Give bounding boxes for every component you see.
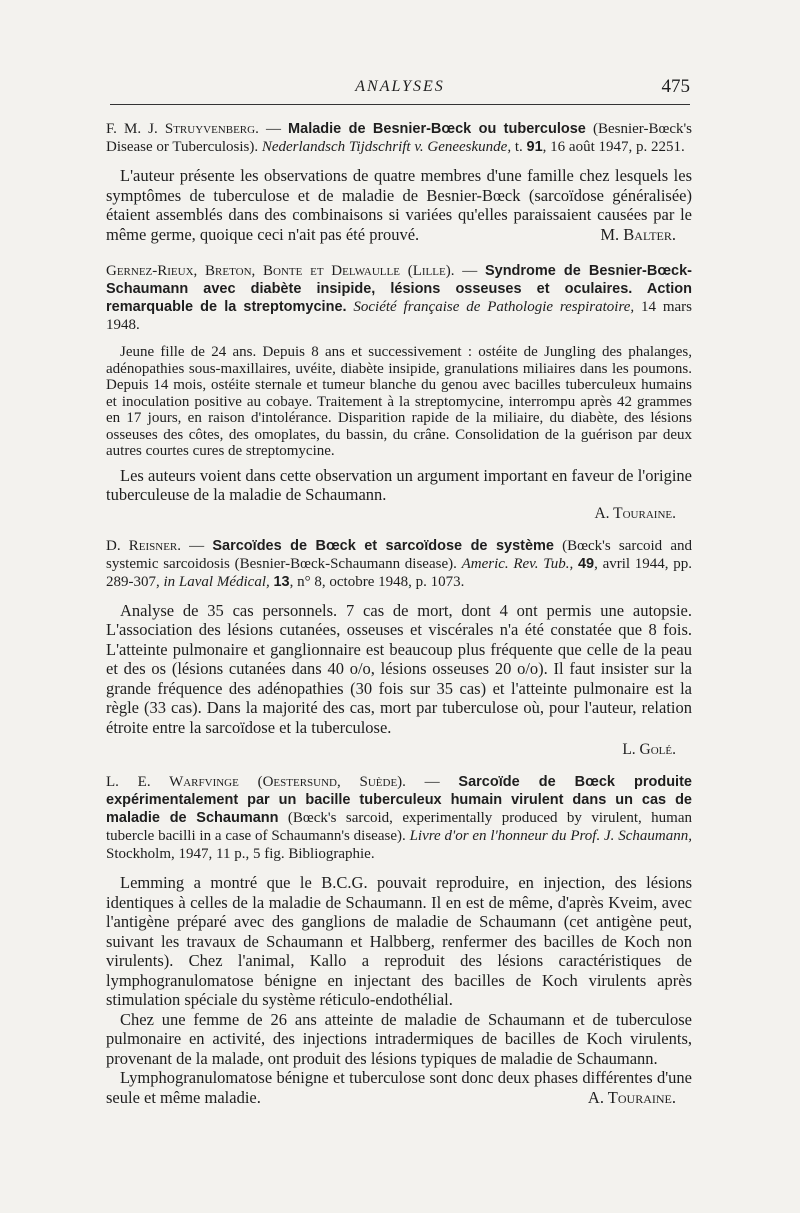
article-signature: A. Touraine. [587, 1087, 676, 1107]
article-journal-secondary: in Laval Médical, [163, 573, 270, 590]
page-number: 475 [661, 76, 690, 97]
article-title: Syndrome de Besnier-Bœck-Schaumann avec diabète insipide, lésions osseuses et oculaires. Action remarquable de la streptomycine. [106, 263, 693, 315]
article-authors: L. E. Warfvinge (Oestersund, Suède). [106, 774, 406, 790]
article-reference: D. Reisner. — Sarcoïdes de Bœck et sarcoïdose de système (Bœck's sarcoid and systemic sarcoidosis (Besnier-Bœck-Schaumann disease). Americ. Rev. Tub., 49, avril 1944, pp. 289-307, in Laval Médical, 13, n° 8, octobre 1948, p. 1073. [106, 537, 692, 590]
article-title: Maladie de Besnier-Bœck ou tuberculose [288, 121, 586, 137]
article-volume: 49 [577, 555, 595, 572]
article-paragraph: L'auteur présente les observations de quatre membres d'une famille chez lesquels les symptômes de tuberculose et de maladie de Besnier-Bœck (sarcoïdose généralisée) étaient assemblés dans des combinaisons si variées qu'elles paraissaient causées par le même germe, quoique ceci n'ait pas été prouvé. M. Balter. [106, 166, 692, 244]
article-reference: F. M. J. Struyvenberg. — Maladie de Besnier-Bœck ou tuberculose (Besnier-Bœck's Disease or Tuberculosis). Nederlandsch Tijdschrift v. Geneeskunde, t. 91, 16 août 1947, p. 2251. [106, 121, 693, 155]
article-authors: F. M. J. Struyvenberg. [106, 121, 259, 137]
article-paragraph: Chez une femme de 26 ans atteinte de maladie de Schaumann et de tuberculose pulmonaire en activité, des injections intradermiques de bacilles de Koch virulents, provenant de la malade, ont produit des lésions typiques de maladie de Schaumann. [106, 1009, 692, 1068]
article-journal: Nederlandsch Tijdschrift v. Geneeskunde, [261, 139, 512, 155]
article-authors: D. Reisner. [106, 537, 182, 554]
article-reference: Gernez-Rieux, Breton, Bonte et Delwaulle (Lille). — Syndrome de Besnier-Bœck-Schaumann avec diabète insipide, lésions osseuses et oculaires. Action remarquable de la streptomycine. Société française de Pathologie respiratoire, 14 mars 1948. [106, 263, 693, 333]
article-authors: Gernez-Rieux, Breton, Bonte et Delwaulle (Lille). [106, 263, 455, 279]
article-journal: Americ. Rev. Tub., [461, 555, 574, 572]
article-paragraph: Les auteurs voient dans cette observation un argument important en faveur de l'origine tuberculeuse de la maladie de Schaumann. [106, 465, 692, 504]
article-paragraph: Lymphogranulomatose bénigne et tuberculose sont donc deux phases différentes d'une seule et même maladie. A. Touraine. [106, 1068, 692, 1107]
article-signature: M. Balter. [600, 224, 676, 244]
article-summary: Jeune fille de 24 ans. Depuis 8 ans et successivement : ostéite de Jungling des phalanges, adénopathies sous-maxillaires, uvéite, diabète insipide, granulations miliaires dans les poumons. Depuis 14 mois, ostéite sternale et tumeur blanche du genou avec bacilles tuberculeux humains et inoculation positive au cobaye. Traitement à la streptomycine, interrompu après 42 grammes en 17 jours, en raison d'intolérance. Disparition rapide de la miliaire, du diabète, des lésions osseuses des côtes, des omoplates, du bassin, du crâne. Consolidation de la guérison par deux autres courtes cures de streptomycine. [106, 344, 692, 459]
running-head [110, 74, 690, 105]
article-journal: Livre d'or en l'honneur du Prof. J. Schaumann, [409, 828, 692, 844]
article-signature: L. Golé. [622, 741, 676, 758]
article-volume-secondary: 13 [273, 573, 290, 590]
article-title: Sarcoïde de Bœck produite expérimentalement par un bacille tuberculeux humain virulent dans un cas de maladie de Schaumann [106, 774, 692, 826]
article-reference: L. E. Warfvinge (Oestersund, Suède). — Sarcoïde de Bœck produite expérimentalement par un bacille tuberculeux humain virulent dans un cas de maladie de Schaumann (Bœck's sarcoid, experimentally produced by virulent, human tubercle bacilli in a case of Schaumann's disease). Livre d'or en l'honneur du Prof. J. Schaumann, Stockholm, 1947, 11 p., 5 fig. Bibliographie. [106, 774, 692, 862]
article-title: Sarcoïdes de Bœck et sarcoïdose de système [212, 537, 554, 554]
article-journal: Société française de Pathologie respiratoire, [353, 299, 635, 315]
running-title: ANALYSES [355, 78, 445, 95]
article-volume: 91 [526, 139, 543, 155]
article-paragraph: Lemming a montré que le B.C.G. pouvait reproduire, en injection, des lésions identiques à celles de la maladie de Schaumann. Il en est de même, d'après Kveim, avec l'antigène préparé avec des ganglions de maladie de Schaumann (cet antigène peut, suivant les travaux de Schaumann et Halbberg, renfermer des bacilles de Koch non virulents). Chez l'animal, Kallo a reproduit des lésions caractéristiques de lymphogranulomatose bénigne en injectant des bacilles de Koch virulents après stimulation spéciale du système réticulo-endothélial. [106, 873, 692, 1009]
article-signature: A. Touraine. [594, 504, 676, 522]
article-paragraph: Analyse de 35 cas personnels. 7 cas de mort, dont 4 ont permis une autopsie. L'association des lésions cutanées, osseuses et viscérales n'a été constatée que 8 fois. L'atteinte pulmonaire et ganglionnaire est beaucoup plus fréquente que celle de la peau et des os (lésions cutanées dans 40 o/o, lésions osseuses 20 o/o). Il faut insister sur la grande fréquence des adénopathies (30 fois sur 35 cas) et l'atteinte pulmonaire est la règle (33 cas). Dans la majorité des cas, mort par tuberculose où, pour l'auteur, relation étroite entre la sarcoïdose et la tuberculose. [106, 600, 692, 737]
page-content [106, 120, 692, 1107]
